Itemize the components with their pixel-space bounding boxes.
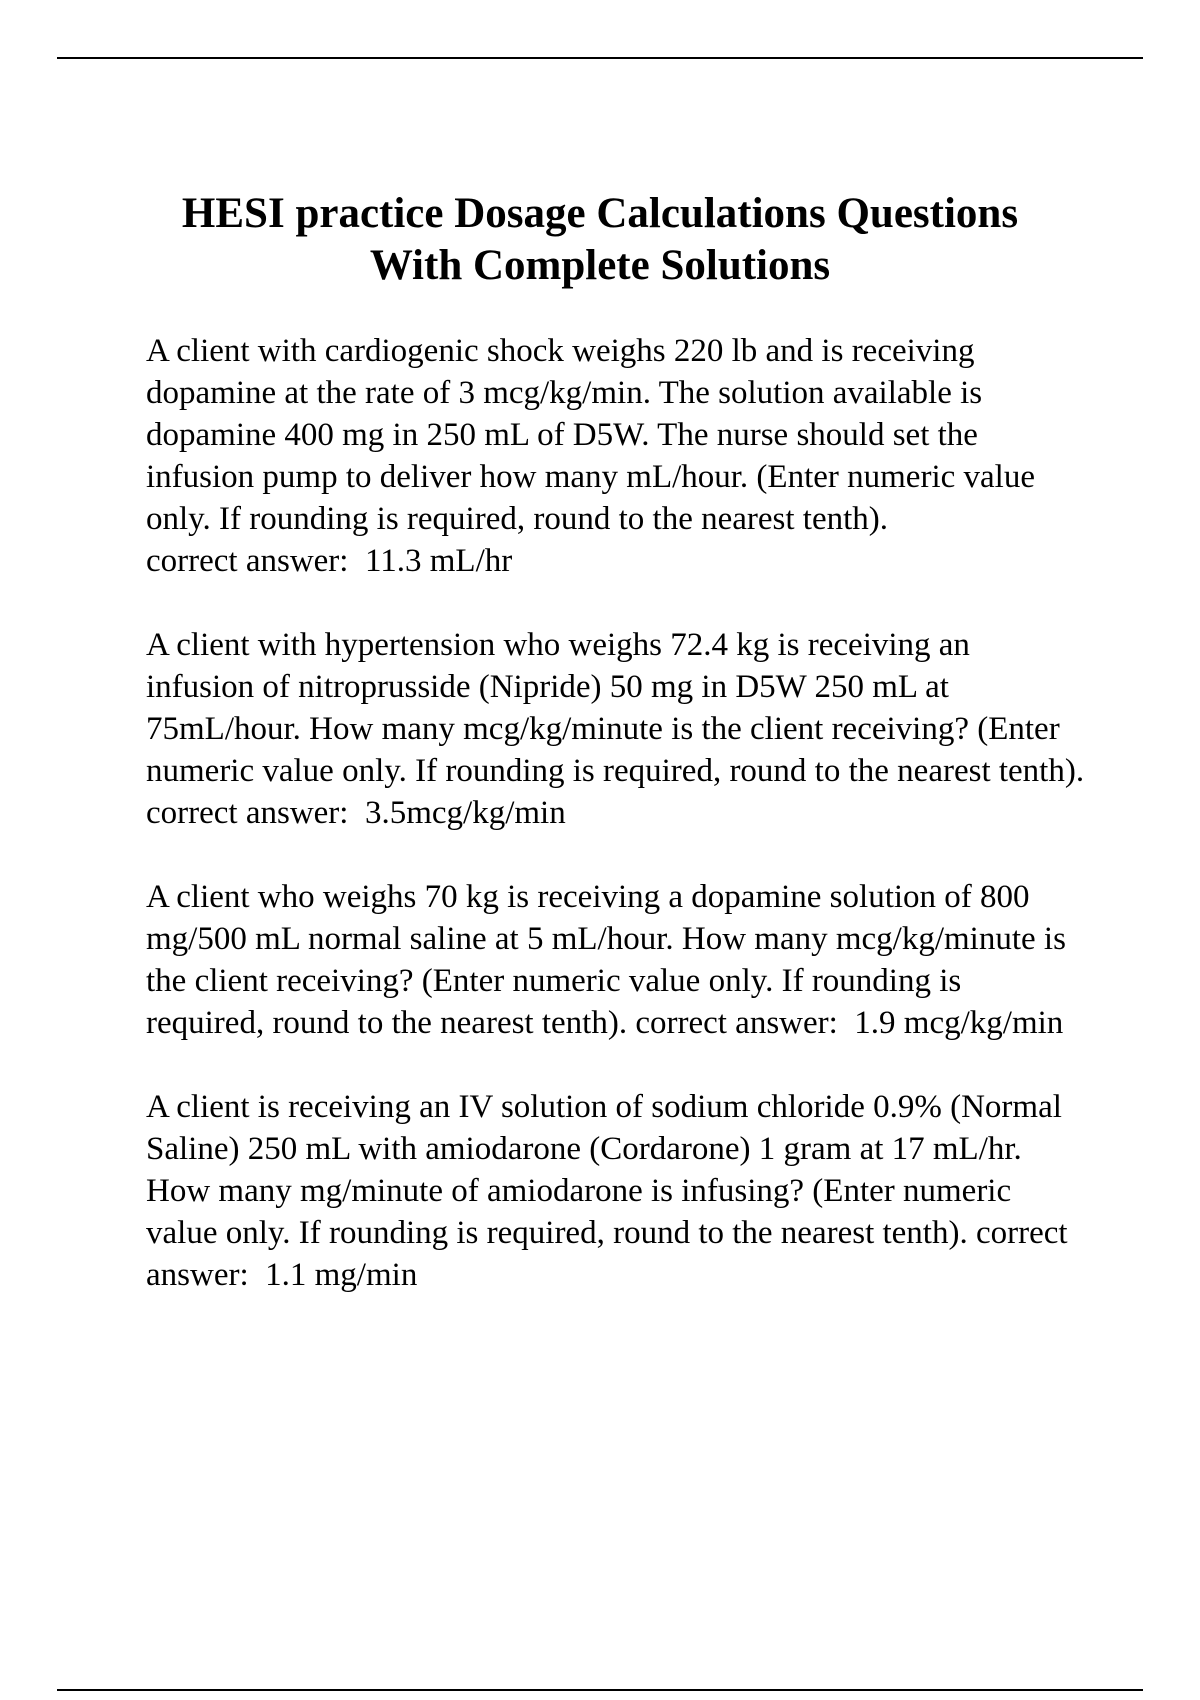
question-text: A client with hypertension who weighs 72.4 kg is receiving an infusion of nitroprusside (Nipride) 50 mg in D5W 250 mL at 75mL/hour. How many mcg/kg/minute is the client receiving? (Enter numeric value only. If rounding is required, round to the nearest tenth). bbox=[146, 627, 1085, 789]
answer-label: correct answer: bbox=[146, 795, 349, 831]
top-rule bbox=[57, 57, 1143, 59]
question-2 bbox=[146, 624, 1086, 834]
answer-value: 3.5mcg/kg/min bbox=[364, 795, 566, 831]
document-title bbox=[100, 188, 1100, 292]
question-text: A client with cardiogenic shock weighs 220 lb and is receiving dopamine at the rate of 3 mcg/kg/min. The solution available is dopamine 400 mg in 250 mL of D5W. The nurse should set the infusion pump to deliver how many mL/hour. (Enter numeric value only. If rounding is required, round to the nearest tenth). bbox=[146, 333, 1035, 537]
answer-label: correct answer: bbox=[635, 1005, 838, 1041]
question-list bbox=[146, 330, 1086, 1338]
answer-value: 11.3 mL/hr bbox=[364, 543, 513, 579]
question-4 bbox=[146, 1086, 1086, 1296]
title-line-1: HESI practice Dosage Calculations Questions bbox=[181, 190, 1019, 237]
answer-value: 1.1 mg/min bbox=[265, 1257, 418, 1293]
bottom-rule bbox=[57, 1689, 1143, 1691]
question-text: A client who weighs 70 kg is receiving a dopamine solution of 800 mg/500 mL normal saline at 5 mL/hour. How many mcg/kg/minute is the client receiving? (Enter numeric value only. If rounding is required, round to the nearest tenth). bbox=[146, 879, 1066, 1041]
answer-value: 1.9 mcg/kg/min bbox=[854, 1005, 1064, 1041]
question-3 bbox=[146, 876, 1086, 1044]
answer-label: correct answer: bbox=[146, 1215, 1068, 1293]
title-line-2: With Complete Solutions bbox=[369, 242, 831, 289]
question-1 bbox=[146, 330, 1086, 582]
question-text: A client is receiving an IV solution of sodium chloride 0.9% (Normal Saline) 250 mL with amiodarone (Cordarone) 1 gram at 17 mL/hr. How many mg/minute of amiodarone is infusing? (Enter numeric value only. If rounding is required, round to the nearest tenth). bbox=[146, 1089, 1062, 1251]
answer-label: correct answer: bbox=[146, 543, 349, 579]
